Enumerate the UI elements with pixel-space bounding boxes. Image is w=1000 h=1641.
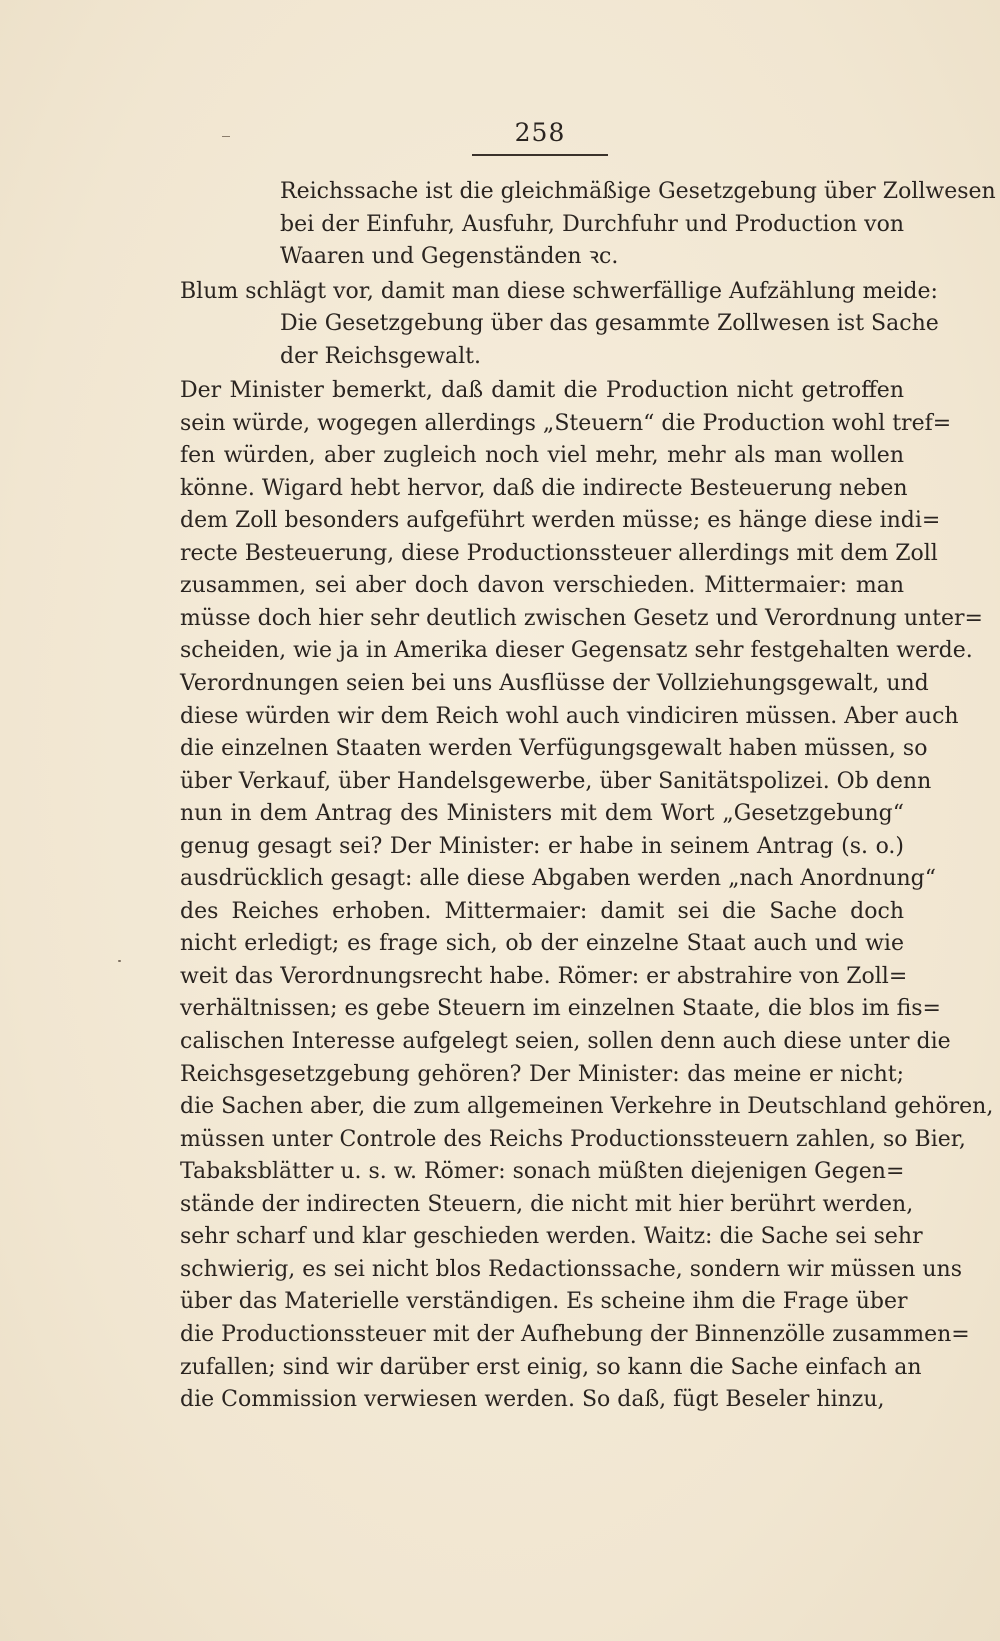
text-line: die Commission verwiesen werden. So daß, fügt Beseler hinzu, — [180, 1387, 885, 1413]
text-line: über das Materielle verständigen. Es scheine ihm die Frage über — [180, 1289, 908, 1315]
text-line: der Reichsgewalt. — [280, 343, 481, 369]
text-line: stände der indirecten Steuern, die nicht mit hier berührt werden, — [180, 1191, 914, 1217]
text-line: bei der Einfuhr, Ausfuhr, Durchfuhr und Production von — [280, 211, 904, 237]
text-line: verhältnissen; es gebe Steuern im einzelnen Staate, die blos im fis= — [180, 996, 941, 1022]
text-line: sein würde, wogegen allerdings „Steuern“ die Production wohl tref= — [180, 410, 952, 436]
text-line: weit das Verordnungsrecht habe. Römer: er abstrahire von Zoll= — [180, 963, 908, 989]
header-rule — [472, 154, 608, 156]
text-line: ausdrücklich gesagt: alle diese Abgaben werden „nach Anordnung“ — [180, 866, 937, 892]
text-line: die Productionssteuer mit der Aufhebung der Binnenzölle zusammen= — [180, 1321, 970, 1347]
text-line: fen würden, aber zugleich noch viel mehr, mehr als man wollen — [180, 443, 904, 469]
text-line: zusammen, sei aber doch davon verschieden. Mittermaier: man — [180, 573, 904, 599]
text-line: sehr scharf und klar geschieden werden. Waitz: die Sache sei sehr — [180, 1224, 923, 1250]
text-line: schwierig, es sei nicht blos Redactionssache, sondern wir müssen uns — [180, 1256, 962, 1282]
text-line: müsse doch hier sehr deutlich zwischen Gesetz und Verordnung unter= — [180, 605, 983, 631]
text-line: calischen Interesse aufgelegt seien, sollen denn auch diese unter die — [180, 1029, 951, 1054]
paper-speck — [118, 960, 121, 962]
text-line: Tabaksblätter u. s. w. Römer: sonach müßten diejenigen Gegen= — [180, 1159, 905, 1185]
text-line: Der Minister bemerkt, daß damit die Production nicht getroffen — [180, 378, 904, 403]
text-line: scheiden, wie ja in Amerika dieser Gegensatz sehr festgehalten werde. — [180, 638, 973, 664]
text-line: zufallen; sind wir darüber erst einig, so kann die Sache einfach an — [180, 1354, 922, 1380]
text-line: nun in dem Antrag des Ministers mit dem Wort „Gesetzgebung“ — [180, 801, 904, 827]
text-line: könne. Wigard hebt hervor, daß die indirecte Besteuerung neben — [180, 475, 908, 501]
text-line: Blum schlägt vor, damit man diese schwerfällige Aufzählung meide: — [180, 279, 938, 304]
text-line: Verordnungen seien bei uns Ausflüsse der Vollziehungsgewalt, und — [180, 670, 929, 696]
text-line: nicht erledigt; es frage sich, ob der einzelne Staat auch und wie — [180, 931, 904, 957]
text-line: Reichssache ist die gleichmäßige Gesetzgebung über Zollwesen — [280, 179, 996, 204]
text-line: die einzelnen Staaten werden Verfügungsgewalt haben müssen, so — [180, 736, 928, 762]
text-line: genug gesagt sei? Der Minister: er habe in seinem Antrag (s. o.) — [180, 833, 904, 859]
text-line: diese würden wir dem Reich wohl auch vindiciren müssen. Aber auch — [180, 703, 959, 729]
text-line: die Sachen aber, die zum allgemeinen Verkehre in Deutschland gehören, — [180, 1094, 994, 1120]
text-line: Die Gesetzgebung über das gesammte Zollwesen ist Sache — [280, 311, 939, 336]
page-number: 258 — [514, 118, 566, 147]
text-line: recte Besteuerung, diese Productionssteuer allerdings mit dem Zoll — [180, 540, 938, 566]
text-line: dem Zoll besonders aufgeführt werden müsse; es hänge diese indi= — [180, 508, 941, 534]
text-line: Waaren und Gegenständen ꝛc. — [280, 244, 619, 269]
text-line: Reichsgesetzgebung gehören? Der Minister: das meine er nicht; — [180, 1061, 904, 1087]
text-line: über Verkauf, über Handelsgewerbe, über Sanitätspolizei. Ob denn — [180, 768, 932, 794]
text-line: des Reiches erhoben. Mittermaier: damit sei die Sache doch — [180, 898, 904, 924]
text-line: müssen unter Controle des Reichs Productionssteuern zahlen, so Bier, — [180, 1126, 966, 1152]
margin-mark — [222, 136, 230, 137]
